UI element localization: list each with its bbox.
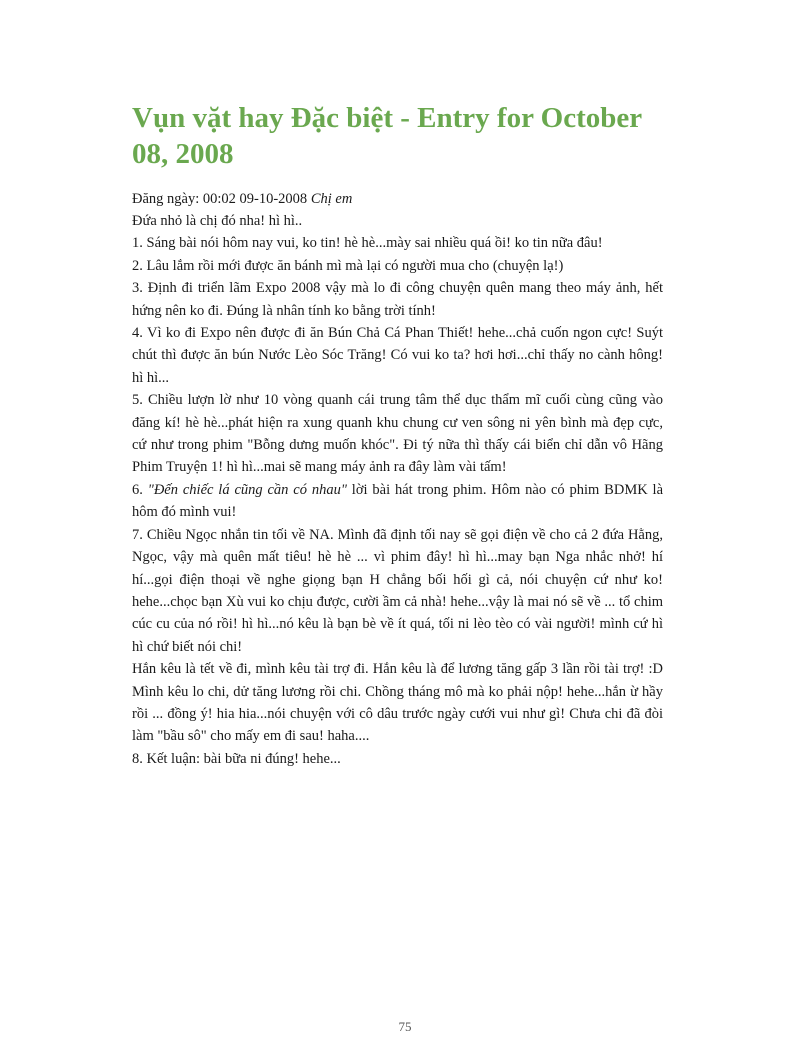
item-6-text: lời bài hát trong phim. Hôm nào có phim BDMK là hôm đó mình vui!: [132, 481, 664, 521]
item-8: 8. Kết luận: bài bữa ni đúng! hehe...: [132, 750, 341, 767]
item-5: 5. Chiều lượn lờ như 10 vòng quanh cái trung tâm thể dục thẩm mĩ cuối cùng cũng vào đăng kí! hè hè...phát hiện ra xung quanh khu chung cư ven sông ni yên bình mà đẹp cực, cứ như trong phim "Bỗng dưng muốn khóc". Đi tý nữa thì thấy cái biển chỉ dẫn vô Hãng Phim Truyện 1! hì hì...mai sẽ mang máy ảnh ra đây làm vài tấm!: [132, 392, 663, 476]
document-page: [132, 100, 663, 770]
intro-paragraph: Đứa nhỏ là chị đó nha! hì hì..: [132, 213, 303, 229]
item-1: 1. Sáng bài nói hôm nay vui, ko tin! hè hè...mày sai nhiều quá ồi! ko tin nữa đâu!: [132, 235, 603, 252]
item-3: 3. Định đi triển lãm Expo 2008 vậy mà lo đi công chuyện quên mang theo máy ảnh, hết hứng nên ko đi. Đúng là nhân tính ko bằng trời tính!: [132, 280, 663, 319]
item-7-continued: Hắn kêu là tết về đi, mình kêu tài trợ đi. Hắn kêu là để lương tăng gấp 3 lần rồi tài trợ! :D Mình kêu lo chi, dử tăng lương rồi chi. Chồng tháng mô mà ko phải nộp! hehe...hắn ừ hầy rồi ... đồng ý! hia hia...nói chuyện với cô dâu trước ngày cưới vui như gì! Chưa chi đã đòi làm "bầu sô" cho mấy em đi sau! haha....: [132, 661, 663, 745]
item-6: [132, 479, 663, 524]
entry-author: Chị em: [310, 191, 353, 207]
posted-date: Đăng ngày: 00:02 09-10-2008: [132, 191, 308, 207]
item-2: 2. Lâu lắm rồi mới được ăn bánh mì mà lại có người mua cho (chuyện lạ!): [132, 257, 564, 274]
item-4: 4. Vì ko đi Expo nên được đi ăn Bún Chả Cá Phan Thiết! hehe...chả cuốn ngon cực! Suýt chút thì được ăn bún Nước Lèo Sóc Trăng! Có vui ko ta? hơi hơi...chỉ thấy no cành hông! hì hì...: [132, 325, 663, 386]
page-number: 75: [398, 1019, 412, 1034]
entry-title: Vụn vặt hay Đặc biệt - Entry for October 08, 2008: [132, 102, 642, 170]
entry-meta: [132, 188, 663, 210]
song-title: "Đến chiếc lá cũng cần có nhau": [147, 481, 347, 498]
item-7: 7. Chiều Ngọc nhắn tin tối về NA. Mình đã định tối nay sẽ gọi điện về cho cả 2 đứa Hằng, Ngọc, vậy mà quên mất tiêu! hè hè ... vì phim đây! hì hì...may bạn Nga nhắc nhở! hí hí...gọi điện thoại về nghe giọng bạn H chẳng bối hối gì cả, nói chuyện cứ như ko! hehe...chọc bạn Xù vui ko chịu được, cười ầm cả nhà! hehe...vậy là mai nó sẽ về ... tổ chim cúc cu của nó rồi! hì hì...nó kêu là bạn bè về ít quá, tối ni lèo tèo có vài người! mình cứ hì hì chứ biết nói chi!: [132, 526, 663, 655]
item-6-number: 6.: [132, 481, 148, 498]
